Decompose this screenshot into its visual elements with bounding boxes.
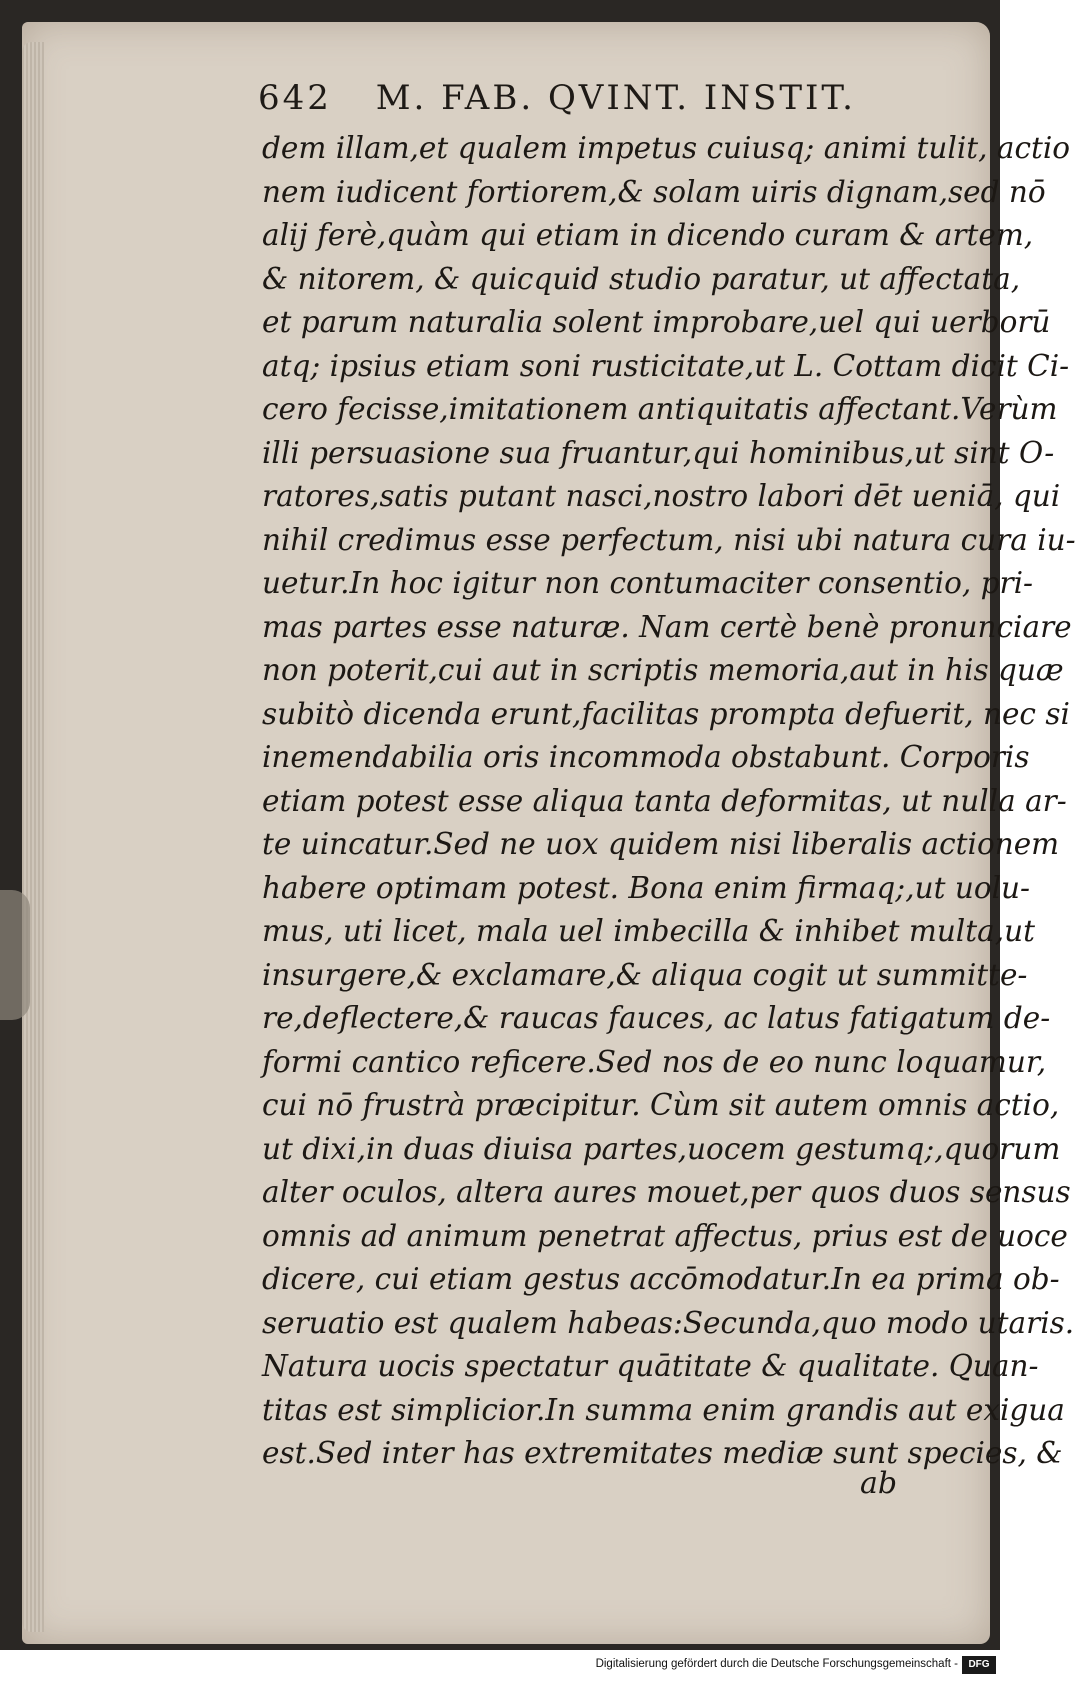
page-edges (22, 42, 44, 1632)
text-line: dem illam,et qualem impetus cuiusq; animi tulit, actio (262, 131, 1071, 165)
text-line: formi cantico reficere.Sed nos de eo nunc loquamur, (262, 1044, 1047, 1079)
text-line: alter oculos, altera aures mouet,per quos duos sensus (262, 1175, 1071, 1209)
text-line: et parum naturalia solent improbare,uel qui uerborū (262, 305, 1051, 339)
text-line: uetur.In hoc igitur non contumaciter consentio, pri- (262, 566, 1033, 600)
text-line: mas partes esse naturæ. Nam certè benè pronunciare (262, 609, 1072, 644)
text-line: ratores,satis putant nasci,nostro labori dēt ueniā, qui (262, 479, 1061, 513)
text-line: cero fecisse,imitationem antiquitatis affectant.Verùm (262, 392, 1058, 426)
text-line: inemendabilia oris incommoda obstabunt. Corporis (262, 740, 1030, 774)
text-line: nem iudicent fortiorem,& solam uiris dignam,sed nō (262, 174, 1046, 209)
text-line: nihil credimus esse perfectum, nisi ubi natura cura iu- (262, 522, 1076, 557)
text-line: Natura uocis spectatur quātitate & qualitate. Quan- (262, 1349, 1039, 1383)
text-line: dicere, cui etiam gestus accōmodatur.In ea prima ob- (262, 1262, 1060, 1296)
text-line: cui nō frustrà præcipitur. Cùm sit autem omnis actio, (262, 1088, 1060, 1122)
body-text (262, 127, 1076, 1476)
footer-bar (0, 1650, 1000, 1683)
page-number: 642 (258, 78, 332, 118)
text-line: te uincatur.Sed ne uox quidem nisi liberalis actionem (262, 827, 1060, 861)
text-line: titas est simplicior.In summa enim grandis aut exigua (262, 1392, 1065, 1427)
text-line: ut dixi,in duas diuisa partes,uocem gestumq;,quorum (262, 1131, 1061, 1166)
digitization-credit: Digitalisierung gefördert durch die Deutsche Forschungsgemeinschaft - (595, 1658, 958, 1670)
running-head (258, 78, 918, 128)
running-head-title: M. FAB. QVINT. INSTIT. (375, 78, 856, 118)
text-line: non poterit,cui aut in scriptis memoria,aut in his quæ (262, 653, 1064, 687)
text-line: alij ferè,quàm qui etiam in dicendo curam & artem, (262, 218, 1034, 252)
text-line: habere optimam potest. Bona enim firmaq;,ut uolu- (262, 870, 1030, 905)
text-line: subitò dicenda erunt,facilitas prompta defuerit, nec si (262, 696, 1070, 731)
text-line: etiam potest esse aliqua tanta deformitas, ut nulla ar- (262, 783, 1067, 818)
text-line: & nitorem, & quicquid studio paratur, ut affectata, (262, 261, 1021, 296)
catchword: ab (860, 1466, 898, 1501)
binding-strap (0, 890, 30, 1020)
text-line: insurgere,& exclamare,& aliqua cogit ut summitte- (262, 957, 1028, 992)
dfg-logo-icon: DFG (962, 1656, 996, 1674)
text-line: mus, uti licet, mala uel imbecilla & inhibet multa,ut (262, 914, 1035, 948)
text-line: est.Sed inter has extremitates mediæ sunt species, & (262, 1436, 1063, 1470)
text-line: seruatio est qualem habeas:Secunda,quo modo utaris. (262, 1305, 1075, 1340)
text-line: illi persuasione sua fruantur,qui hominibus,ut sint O- (262, 435, 1055, 470)
text-line: re,deflectere,& raucas fauces, ac latus fatigatum de- (262, 1001, 1051, 1035)
text-line: atq; ipsius etiam soni rusticitate,ut L. Cottam dicit Ci- (262, 348, 1070, 383)
text-line: omnis ad animum penetrat affectus, prius est de uoce (262, 1218, 1068, 1253)
